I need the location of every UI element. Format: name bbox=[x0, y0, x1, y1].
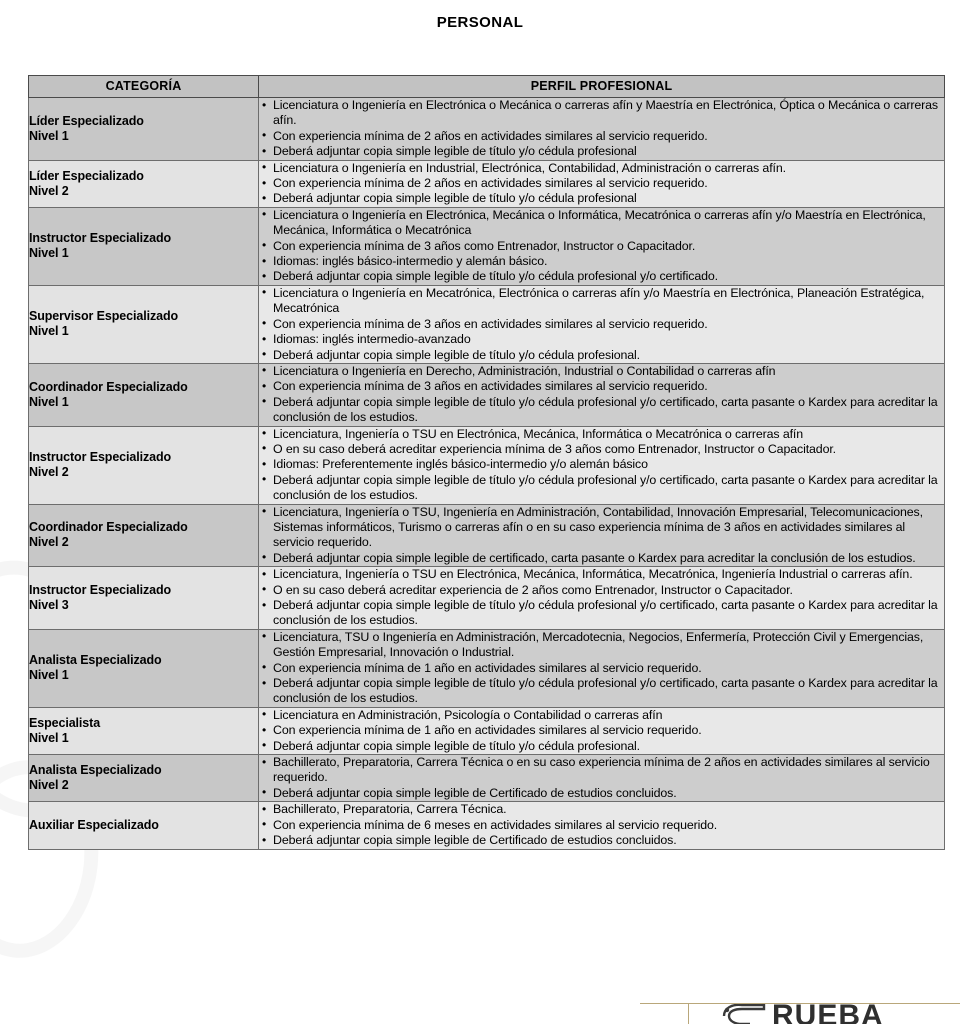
perfil-bullet-list bbox=[259, 286, 944, 363]
perfil-bullet-list bbox=[259, 208, 944, 285]
perfil-bullet-item: • Deberá adjuntar copia simple legible de Certificado de estudios concluidos. bbox=[273, 786, 944, 801]
table-row bbox=[29, 285, 945, 363]
categoria-name: Líder Especializado bbox=[29, 113, 144, 128]
perfil-bullet-list bbox=[259, 567, 944, 629]
perfil-bullet-item: • Deberá adjuntar copia simple legible de título y/o cédula profesional y/o certificado, carta pasante o Kardex para acreditar la conclusión de los estudios. bbox=[273, 598, 944, 629]
cell-categoria bbox=[29, 426, 259, 504]
categoria-level: Nivel 1 bbox=[29, 394, 69, 409]
cell-perfil-profesional bbox=[259, 629, 945, 707]
brand-logo bbox=[720, 1004, 960, 1024]
perfil-bullet-item: • O en su caso deberá acreditar experiencia de 2 años como Entrenador, Instructor o Capacitador. bbox=[273, 583, 944, 598]
perfil-bullet-list bbox=[259, 755, 944, 801]
brand-logo-text: RUEBA bbox=[772, 1004, 884, 1024]
cell-perfil-profesional bbox=[259, 707, 945, 754]
table-header-row bbox=[29, 76, 945, 98]
categoria-level: Nivel 2 bbox=[29, 465, 69, 480]
table-row bbox=[29, 755, 945, 802]
categoria-level: Nivel 2 bbox=[29, 183, 69, 198]
cell-categoria bbox=[29, 98, 259, 161]
cell-categoria bbox=[29, 567, 259, 630]
table-header bbox=[29, 76, 945, 98]
cell-perfil-profesional bbox=[259, 755, 945, 802]
categoria-level: Nivel 1 bbox=[29, 668, 69, 683]
cell-perfil-profesional bbox=[259, 504, 945, 567]
cell-perfil-profesional bbox=[259, 363, 945, 426]
categoria-name: Supervisor Especializado bbox=[29, 309, 179, 324]
perfil-bullet-list bbox=[259, 98, 944, 160]
table-row bbox=[29, 160, 945, 207]
perfil-bullet-item: • Deberá adjuntar copia simple legible de título y/o cédula profesional. bbox=[273, 739, 944, 754]
perfil-bullet-list bbox=[259, 708, 944, 754]
perfil-bullet-list bbox=[259, 630, 944, 707]
perfil-bullet-item: • Con experiencia mínima de 3 años en actividades similares al servicio requerido. bbox=[273, 379, 944, 394]
perfil-bullet-item: • Con experiencia mínima de 1 año en actividades similares al servicio requerido. bbox=[273, 723, 944, 738]
footer-rule-vertical bbox=[688, 1003, 689, 1024]
perfil-bullet-item: • O en su caso deberá acreditar experiencia mínima de 3 años como Entrenador, Instructor o Capacitador. bbox=[273, 442, 944, 457]
perfil-bullet-item: • Deberá adjuntar copia simple legible de título y/o cédula profesional bbox=[273, 191, 944, 206]
cell-categoria bbox=[29, 707, 259, 754]
categoria-name: Analista Especializado bbox=[29, 763, 162, 778]
perfil-bullet-list bbox=[259, 505, 944, 567]
cell-perfil-profesional bbox=[259, 98, 945, 161]
page-title: PERSONAL bbox=[436, 14, 524, 31]
perfil-bullet-item: • Deberá adjuntar copia simple legible de título y/o cédula profesional y/o certificado, carta pasante o Kardex para acreditar la conclusión de los estudios. bbox=[273, 473, 944, 504]
table-row bbox=[29, 426, 945, 504]
perfil-bullet-item: • Deberá adjuntar copia simple legible de título y/o cédula profesional y/o certificado, carta pasante o Kardex para acreditar la conclusión de los estudios. bbox=[273, 676, 944, 707]
perfil-bullet-item: • Bachillerato, Preparatoria, Carrera Técnica. bbox=[273, 802, 944, 817]
table-row bbox=[29, 504, 945, 567]
perfil-bullet-item: • Licenciatura, Ingeniería o TSU en Electrónica, Mecánica, Informática o Mecatrónica o carreras afín bbox=[273, 427, 944, 442]
table-row bbox=[29, 629, 945, 707]
cell-categoria bbox=[29, 802, 259, 849]
categoria-level: Nivel 1 bbox=[29, 128, 69, 143]
perfil-bullet-item: • Licenciatura o Ingeniería en Mecatrónica, Electrónica o carreras afín y/o Maestría en Electrónica, Planeación Estratégica, Mecatrónica bbox=[273, 286, 944, 317]
cell-perfil-profesional bbox=[259, 160, 945, 207]
table-body bbox=[29, 98, 945, 850]
table-row bbox=[29, 363, 945, 426]
perfil-bullet-list bbox=[259, 802, 944, 848]
perfil-bullet-item: • Deberá adjuntar copia simple legible de Certificado de estudios concluidos. bbox=[273, 833, 944, 848]
perfil-bullet-item: • Con experiencia mínima de 3 años como Entrenador, Instructor o Capacitador. bbox=[273, 239, 944, 254]
perfil-bullet-list bbox=[259, 427, 944, 504]
cell-categoria bbox=[29, 504, 259, 567]
categoria-name: Analista Especializado bbox=[29, 653, 162, 668]
perfil-bullet-item: • Con experiencia mínima de 6 meses en actividades similares al servicio requerido. bbox=[273, 818, 944, 833]
column-header-perfil-profesional: PERFIL PROFESIONAL bbox=[259, 76, 945, 98]
cell-perfil-profesional bbox=[259, 567, 945, 630]
cell-categoria bbox=[29, 363, 259, 426]
perfil-bullet-item: • Licenciatura o Ingeniería en Electrónica o Mecánica o carreras afín y Maestría en Electrónica, Óptica o Mecánica o carreras afín. bbox=[273, 98, 944, 129]
cell-categoria bbox=[29, 207, 259, 285]
perfil-bullet-item: • Deberá adjuntar copia simple legible de título y/o cédula profesional bbox=[273, 144, 944, 159]
cell-perfil-profesional bbox=[259, 207, 945, 285]
categoria-level: Nivel 1 bbox=[29, 730, 69, 745]
categoria-level: Nivel 1 bbox=[29, 324, 69, 339]
cell-perfil-profesional bbox=[259, 285, 945, 363]
cell-perfil-profesional bbox=[259, 426, 945, 504]
table-row bbox=[29, 207, 945, 285]
categoria-name: Instructor Especializado bbox=[29, 231, 172, 246]
cell-categoria bbox=[29, 285, 259, 363]
categoria-level: Nivel 3 bbox=[29, 598, 69, 612]
perfil-bullet-item: • Licenciatura o Ingeniería en Industrial, Electrónica, Contabilidad, Administración o carreras afín. bbox=[273, 161, 944, 176]
categoria-name: Coordinador Especializado bbox=[29, 379, 188, 394]
perfil-bullet-item: • Licenciatura, TSU o Ingeniería en Administración, Mercadotecnia, Negocios, Enfermería, Protección Civil y Emergencias, Gestión Empresarial, Innovación o Industrial. bbox=[273, 630, 944, 661]
perfil-bullet-item: • Deberá adjuntar copia simple legible de título y/o cédula profesional y/o certificado. bbox=[273, 269, 944, 284]
categoria-level: Nivel 2 bbox=[29, 535, 69, 550]
perfil-bullet-item: • Con experiencia mínima de 2 años en actividades similares al servicio requerido. bbox=[273, 129, 944, 144]
categoria-name: Especialista bbox=[29, 715, 101, 730]
personal-categories-table bbox=[28, 75, 945, 850]
perfil-bullet-item: • Con experiencia mínima de 1 año en actividades similares al servicio requerido. bbox=[273, 661, 944, 676]
perfil-bullet-item: • Idiomas: inglés básico-intermedio y alemán básico. bbox=[273, 254, 944, 269]
cell-categoria bbox=[29, 755, 259, 802]
perfil-bullet-item: • Bachillerato, Preparatoria, Carrera Técnica o en su caso experiencia mínima de 2 años en actividades similares al servicio requerido. bbox=[273, 755, 944, 786]
perfil-bullet-item: • Licenciatura en Administración, Psicología o Contabilidad o carreras afín bbox=[273, 708, 944, 723]
perfil-bullet-item: • Licenciatura, Ingeniería o TSU en Electrónica, Mecánica, Informática, Mecatrónica, Ingeniería Industrial o carreras afín. bbox=[273, 567, 944, 582]
table-row bbox=[29, 98, 945, 161]
categoria-level: Nivel 1 bbox=[29, 246, 69, 261]
cell-categoria bbox=[29, 629, 259, 707]
perfil-bullet-item: • Licenciatura o Ingeniería en Electrónica, Mecánica o Informática, Mecatrónica o carreras afín y/o Maestría en Electrónica, Mecánica, Informática o Mecatrónica bbox=[273, 208, 944, 239]
column-header-categoria: CATEGORÍA bbox=[29, 76, 259, 98]
categoria-level: Nivel 2 bbox=[29, 778, 69, 793]
perfil-bullet-list bbox=[259, 364, 944, 426]
perfil-bullet-item: • Con experiencia mínima de 3 años en actividades similares al servicio requerido. bbox=[273, 317, 944, 332]
categoria-name: Instructor Especializado bbox=[29, 583, 172, 597]
perfil-bullet-list bbox=[259, 161, 944, 207]
perfil-bullet-item: • Licenciatura, Ingeniería o TSU, Ingeniería en Administración, Contabilidad, Innovación Empresarial, Telecomunicaciones, Sistemas informáticos, Turismo o carreras afín o en su caso experiencia mínima de 3 años en actividades similares al servicio requerido. bbox=[273, 505, 944, 551]
perfil-bullet-item: • Deberá adjuntar copia simple legible de título y/o cédula profesional. bbox=[273, 348, 944, 363]
categoria-name: Instructor Especializado bbox=[29, 450, 172, 465]
cell-categoria bbox=[29, 160, 259, 207]
perfil-bullet-item: • Deberá adjuntar copia simple legible de certificado, carta pasante o Kardex para acreditar la conclusión de los estudios. bbox=[273, 551, 944, 566]
perfil-bullet-item: • Idiomas: inglés intermedio-avanzado bbox=[273, 332, 944, 347]
table-row bbox=[29, 567, 945, 630]
perfil-bullet-item: • Licenciatura o Ingeniería en Derecho, Administración, Industrial o Contabilidad o carreras afín bbox=[273, 364, 944, 379]
categoria-name: Coordinador Especializado bbox=[29, 520, 188, 535]
perfil-bullet-item: • Idiomas: Preferentemente inglés básico-intermedio y/o alemán básico bbox=[273, 457, 944, 472]
perfil-bullet-item: • Deberá adjuntar copia simple legible de título y/o cédula profesional y/o certificado, carta pasante o Kardex para acreditar la conclusión de los estudios. bbox=[273, 395, 944, 426]
table-row bbox=[29, 802, 945, 849]
categoria-name: Auxiliar Especializado bbox=[29, 817, 159, 832]
categoria-name: Líder Especializado bbox=[29, 168, 144, 183]
cell-perfil-profesional bbox=[259, 802, 945, 849]
perfil-bullet-item: • Con experiencia mínima de 2 años en actividades similares al servicio requerido. bbox=[273, 176, 944, 191]
table-row bbox=[29, 707, 945, 754]
checkmark-logo-icon bbox=[720, 1004, 768, 1024]
